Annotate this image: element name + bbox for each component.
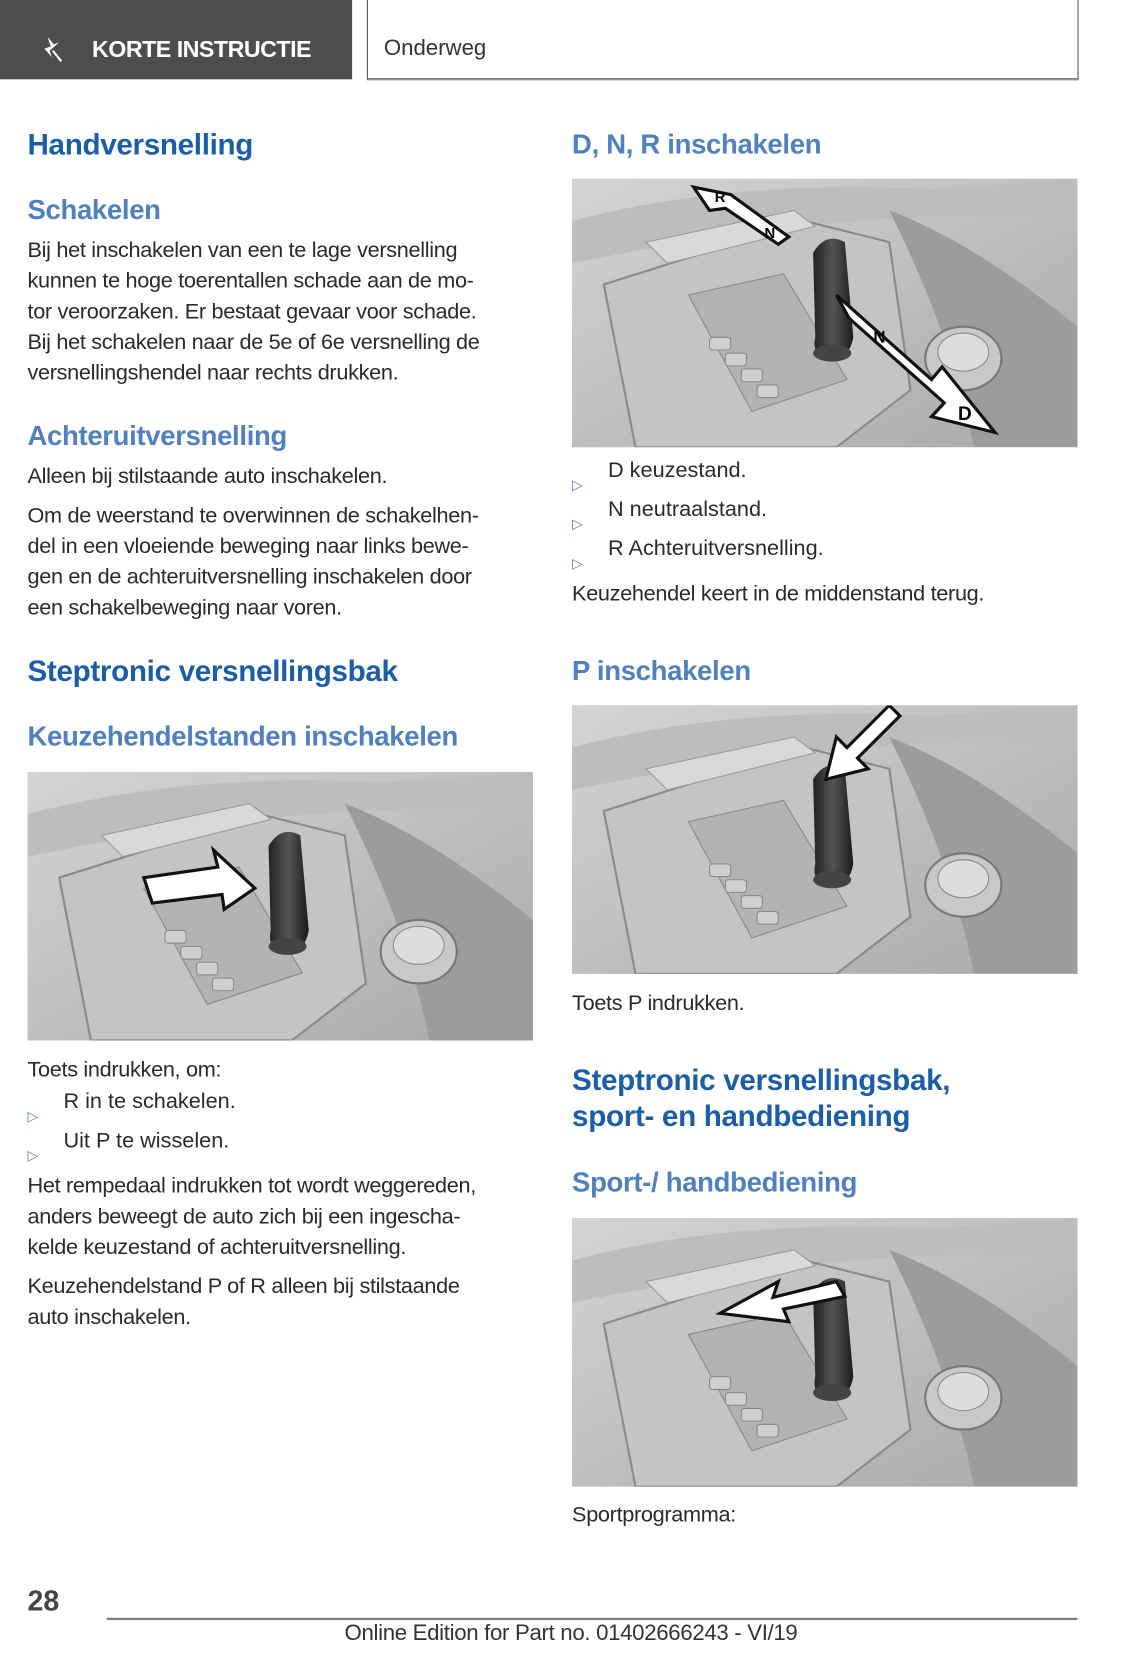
bullet-text: D keuzestand.	[608, 457, 747, 483]
gear-selector-illustration	[572, 705, 1077, 974]
paragraph-brake	[27, 1171, 475, 1263]
heading-achteruit: Achteruitversnelling	[27, 419, 287, 452]
chapter-box	[367, 0, 1079, 79]
section-tab	[0, 0, 352, 79]
footer-divider	[107, 1618, 1078, 1620]
illustration-p	[572, 705, 1077, 974]
text-line: Bij het inschakelen van een te lage versnelling	[27, 237, 458, 263]
heading-dnr: D, N, R inschakelen	[572, 127, 822, 160]
text-line: kunnen te hoge toerentallen schade aan de mo-	[27, 268, 474, 293]
footer-edition: Online Edition for Part no. 01402666243 - VI/19	[344, 1620, 798, 1646]
bullet-text: N neutraalstand.	[608, 496, 768, 522]
bullet-text: R Achteruitversnelling.	[608, 536, 824, 561]
heading-handversnelling: Handversnelling	[27, 127, 254, 161]
svg-text:N: N	[764, 225, 776, 242]
heading-keuzehendel: Keuzehendelstanden inschakelen	[27, 720, 459, 752]
paragraph-pr	[27, 1271, 459, 1332]
text-line: tor veroorzaken. Er bestaat gevaar voor schade.	[27, 299, 477, 324]
heading-sport	[572, 1063, 950, 1135]
text-line: een schakelbeweging naar voren.	[27, 595, 342, 620]
bullet-triangle-icon: ▷	[27, 1147, 39, 1164]
gear-selector-illustration	[572, 179, 1077, 448]
section-label: KORTE INSTRUCTIE	[91, 35, 312, 63]
illustration-dnr	[572, 179, 1077, 448]
pin-icon	[38, 34, 68, 64]
heading-steptronic: Steptronic versnellingsbak	[27, 654, 398, 688]
text-line: Keuzehendelstand P of R alleen bij stilstaande	[27, 1274, 460, 1299]
heading-sport-sub: Sport-/ handbediening	[572, 1166, 858, 1199]
bullet-triangle-icon: ▷	[27, 1108, 39, 1125]
paragraph-press: Toets indrukken, om:	[27, 1057, 222, 1082]
paragraph-schakelen	[27, 235, 479, 388]
heading-line: sport- en handbediening	[572, 1099, 911, 1133]
text-line: versnellingshendel naar rechts drukken.	[27, 360, 399, 385]
illustration-sport	[572, 1218, 1077, 1487]
text-line: Het rempedaal indrukken tot wordt weggereden,	[27, 1173, 476, 1199]
gear-selector-illustration	[572, 1218, 1077, 1487]
svg-text:N: N	[873, 327, 886, 347]
text-line: gen en de achteruitversnelling inschakelen door	[27, 564, 472, 589]
bullet-triangle-icon: ▷	[572, 555, 583, 571]
paragraph-p: Toets P indrukken.	[572, 990, 745, 1016]
text-line: Bij het schakelen naar de 5e of 6e versnelling de	[27, 329, 480, 355]
paragraph-middle: Keuzehendel keert in de middenstand terug.	[572, 581, 985, 606]
bullet-text: R in te schakelen.	[63, 1089, 236, 1114]
text-line: kelde keuzestand of achteruitversnelling.	[27, 1235, 407, 1260]
bullet-text: Uit P te wisselen.	[63, 1128, 230, 1153]
heading-line: Steptronic versnellingsbak,	[572, 1063, 951, 1097]
gear-selector-illustration	[27, 772, 532, 1041]
bullet-triangle-icon: ▷	[572, 516, 583, 532]
paragraph-reverse-1: Alleen bij stilstaande auto inschakelen.	[27, 464, 388, 489]
paragraph-reverse-2	[27, 500, 478, 623]
heading-schakelen: Schakelen	[27, 193, 161, 226]
illustration-selector-button	[27, 772, 532, 1041]
paragraph-sport: Sportprogramma:	[572, 1502, 736, 1527]
arrow-label: R	[714, 189, 726, 206]
heading-p: P inschakelen	[572, 654, 751, 687]
text-line: del in een vloeiende beweging naar links bewe-	[27, 533, 469, 559]
text-line: auto inschakelen.	[27, 1304, 191, 1330]
chapter-label: Onderweg	[383, 35, 487, 61]
bullet-triangle-icon: ▷	[572, 476, 583, 493]
page-number: 28	[27, 1585, 60, 1617]
direction-arrow: D	[958, 403, 972, 425]
text-line: Om de weerstand te overwinnen de schakelhen-	[27, 503, 479, 528]
text-line: anders beweegt de auto zich bij een ingescha-	[27, 1204, 461, 1229]
